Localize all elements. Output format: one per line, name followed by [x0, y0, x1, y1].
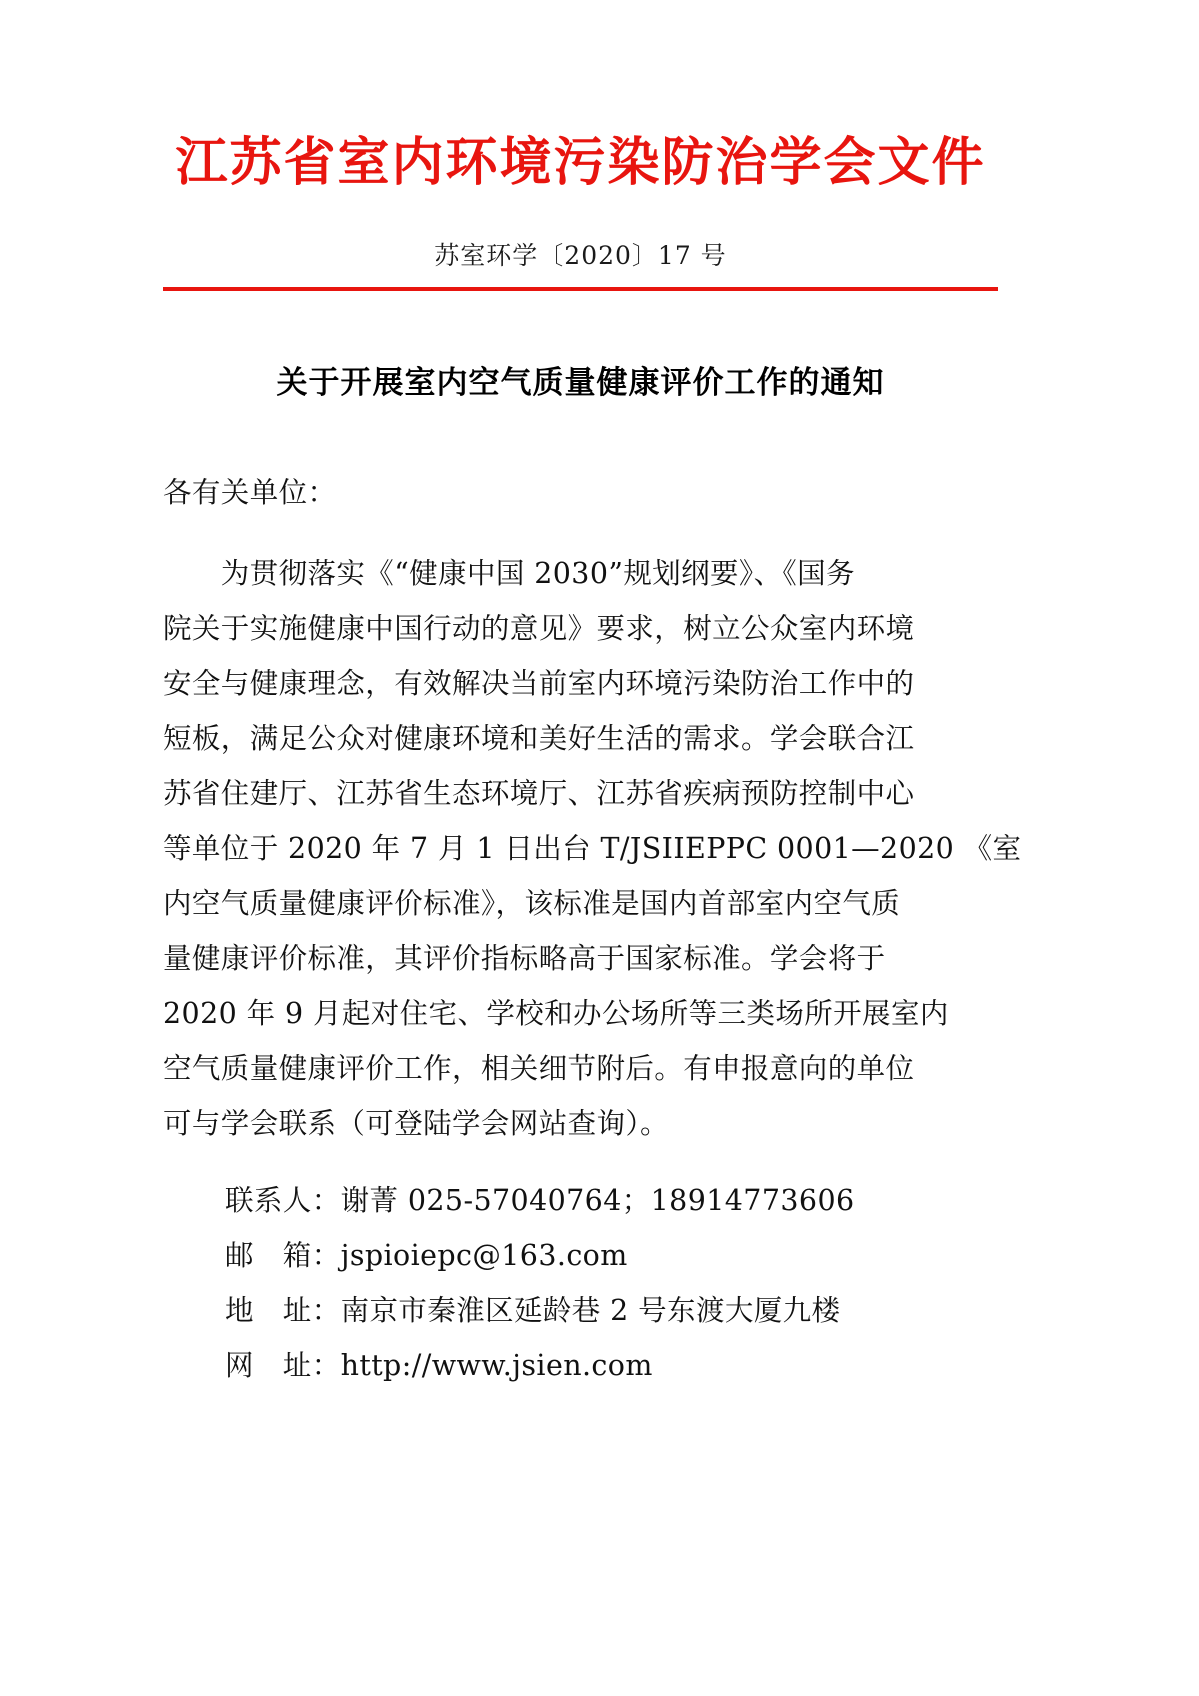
document-body-text [163, 465, 1022, 1151]
body-line: 苏省住建厅、江苏省生态环境厅、江苏省疾病预防控制中心 [163, 777, 915, 811]
body-line: 等单位于 2020 年 7 月 1 日出台 T/JSIIEPPC 0001—2020 《室 [163, 832, 1022, 866]
body-line: 内空气质量健康评价标准》，该标准是国内首部室内空气质 [163, 887, 901, 921]
body-line: 量健康评价标准，其评价指标略高于国家标准。学会将于 [163, 942, 886, 976]
contact-email-line: 邮 箱：jspioiepc@163.com [225, 1239, 628, 1273]
body-line: 空气质量健康评价工作，相关细节附后。有申报意向的单位 [163, 1052, 915, 1086]
body-line: 院关于实施健康中国行动的意见》要求，树立公众室内环境 [163, 612, 915, 646]
salutation: 各有关单位： [163, 476, 337, 510]
document-number: 苏室环学〔2020〕17 号 [434, 241, 727, 271]
body-line: 2020 年 9 月起对住宅、学校和办公场所等三类场所开展室内 [163, 997, 949, 1031]
masthead-organization-title: 江苏省室内环境污染防治学会文件 [175, 132, 986, 193]
body-line: 为贯彻落实《“健康中国 2030”规划纲要》、《国务 [163, 557, 855, 591]
document-body-container [163, 0, 1022, 1393]
contact-information [163, 1173, 998, 1393]
body-line: 短板，满足公众对健康环境和美好生活的需求。学会联合江 [163, 722, 915, 756]
page-title: 关于开展室内空气质量健康评价工作的通知 [276, 364, 885, 401]
body-line: 可与学会联系（可登陆学会网站查询）。 [163, 1107, 669, 1141]
contact-website-line: 网 址：http://www.jsien.com [225, 1349, 653, 1383]
body-line: 安全与健康理念，有效解决当前室内环境污染防治工作中的 [163, 667, 915, 701]
contact-person-line: 联系人：谢菁 025-57040764；18914773606 [225, 1184, 855, 1218]
contact-address-line: 地 址：南京市秦淮区延龄巷 2 号东渡大厦九楼 [225, 1294, 841, 1328]
red-divider-rule [163, 287, 998, 291]
